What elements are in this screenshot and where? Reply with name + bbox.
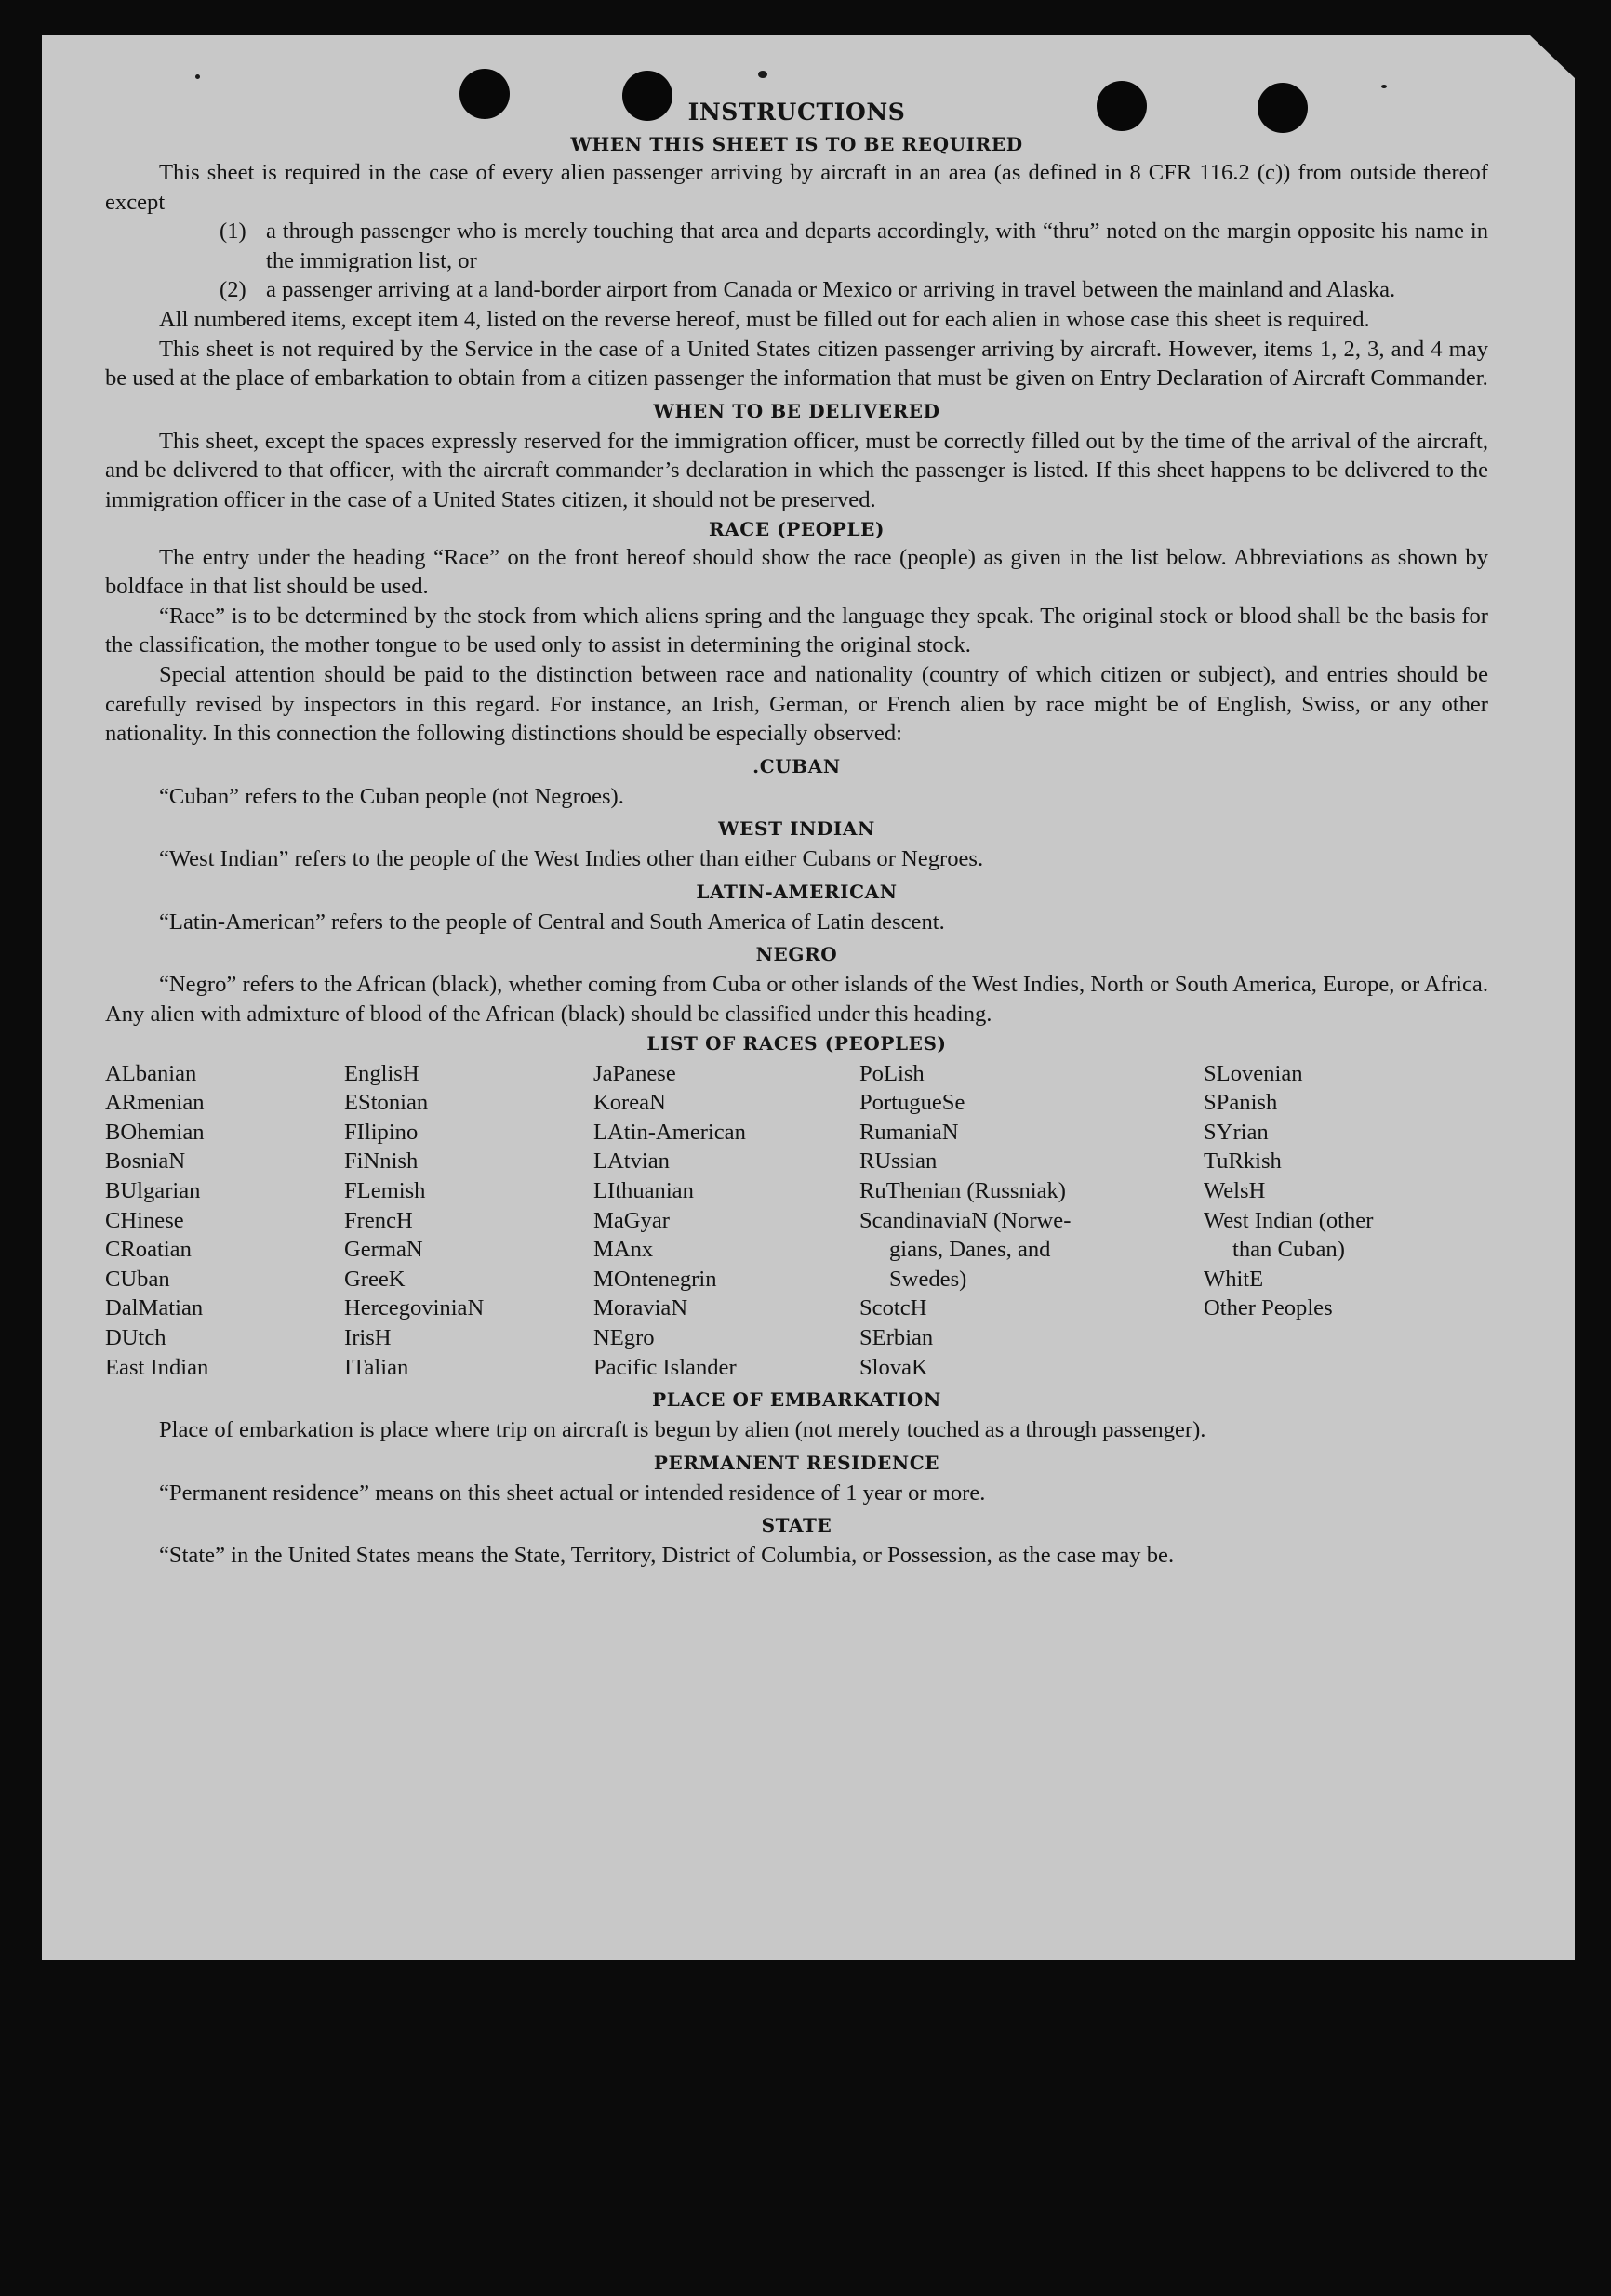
ink-speck — [195, 74, 200, 79]
race-entry: SlovaK — [859, 1354, 928, 1380]
race-entry: FIlipino — [344, 1119, 419, 1145]
race-entry: IrisH — [344, 1325, 392, 1350]
state-text: “State” in the United States means the State, Territory, District of Columbia, or Possession, as the case may be. — [159, 1543, 1175, 1569]
citizen-paragraph: This sheet is not required by the Service in the case of a United States citizen passenger arriving by aircraft. However, items 1, 2, 3, and 4 may be used at the place of embarkation to obtain from a citizen passenger the information that must be given on Entry Declaration of Aircraft Commander. — [105, 336, 1488, 392]
item-text: a through passenger who is merely touching that area and departs accordingly, with “thru” noted on the margin opposite his name in the immigration list, or — [266, 219, 1488, 273]
item-text: a passenger arriving at a land-border airport from Canada or Mexico or arriving in travel between the mainland and Alaska. — [266, 277, 1396, 303]
race-entry: NEgro — [593, 1325, 655, 1350]
race-entry: WhitE — [1204, 1266, 1264, 1292]
race-column-2 — [344, 1059, 593, 1383]
race-entry: DUtch — [105, 1325, 166, 1350]
race-entry: LAtvian — [593, 1148, 670, 1175]
race-entry: RuThenian (Russniak) — [859, 1178, 1066, 1204]
race-column-4 — [859, 1059, 1204, 1383]
race-entry: CUban — [105, 1266, 170, 1292]
item-number: (2) — [220, 277, 246, 303]
race-entry: RumaniaN — [859, 1119, 959, 1145]
race-entry: KoreaN — [593, 1090, 666, 1116]
when-delivered-text: This sheet, except the spaces expressly reserved for the immigration officer, must be correctly filled out by the time of the arrival of the aircraft, and be delivered to that officer, with the aircraft commander’s declaration in which the passenger is listed. If this sheet happens to be delivered to the immigration officer in the case of a United States citizen, it should not be preserved. — [105, 428, 1488, 512]
race-entry: MAnx — [593, 1237, 654, 1263]
race-entry: FrencH — [344, 1207, 413, 1233]
race-entry: ITalian — [344, 1354, 409, 1380]
section-title-when-required: WHEN THIS SHEET IS TO BE REQUIRED — [570, 133, 1023, 155]
race-entry: DalMatian — [105, 1295, 204, 1321]
race-list — [105, 1059, 1488, 1383]
race-entry: RUssian — [859, 1148, 938, 1175]
section-title-race: RACE (PEOPLE) — [708, 517, 885, 540]
section-title-state: STATE — [761, 1514, 832, 1537]
race-entry: MOntenegrin — [593, 1266, 717, 1292]
section-title-residence: PERMANENT RESIDENCE — [653, 1451, 940, 1474]
race-entry: FiNnish — [344, 1148, 419, 1175]
race-entry: GreeK — [344, 1266, 406, 1292]
race-paragraph-1: The entry under the heading “Race” on the front hereof should show the race (people) as given in the list below. Abbreviations as shown by boldface in that list should be used. — [105, 544, 1488, 600]
instructions-content — [105, 97, 1488, 1571]
race-entry: SLovenian — [1204, 1060, 1303, 1086]
race-entry: Other Peoples — [1204, 1295, 1333, 1321]
race-entry-continued: gians, Danes, and — [889, 1237, 1051, 1263]
race-entry: Pacific Islander — [593, 1354, 737, 1380]
race-entry: CHinese — [105, 1207, 184, 1233]
race-column-3 — [593, 1059, 859, 1383]
section-title-cuban: .CUBAN — [752, 754, 841, 777]
race-entry: LAtin-American — [593, 1119, 746, 1145]
item-number: (1) — [220, 219, 246, 245]
exception-item-1 — [105, 217, 1488, 275]
race-entry: LIthuanian — [593, 1178, 694, 1204]
west-indian-text: “West Indian” refers to the people of the West Indies other than either Cubans or Negroes. — [159, 846, 984, 872]
race-entry: WelsH — [1204, 1178, 1266, 1204]
latin-american-text: “Latin-American” refers to the people of Central and South America of Latin descent. — [159, 909, 945, 935]
section-title-latin-american: LATIN-AMERICAN — [696, 880, 898, 903]
race-entry-continued: Swedes) — [889, 1266, 967, 1292]
race-entry: ScotcH — [859, 1295, 927, 1321]
race-entry: CRoatian — [105, 1237, 192, 1263]
race-entry: HercegoviniaN — [344, 1295, 485, 1321]
race-entry: BUlgarian — [105, 1178, 201, 1204]
race-entry: PortugueSe — [859, 1090, 965, 1116]
race-entry: BosniaN — [105, 1148, 186, 1175]
race-entry: ARmenian — [105, 1090, 205, 1116]
when-required-intro: This sheet is required in the case of every alien passenger arriving by aircraft in an area (as defined in 8 CFR 116.2 (c)) from outside thereof except — [105, 160, 1488, 215]
section-title-embarkation: PLACE OF EMBARKATION — [652, 1388, 941, 1412]
ink-speck — [758, 71, 767, 78]
race-paragraph-3: Special attention should be paid to the distinction between race and nationality (country of which citizen or subject), and entries should be carefully revised by inspectors in this regard. For instance, an Irish, German, or French alien by race might be of English, Swiss, or any other nationality. In this connection the following distinctions should be especially observed: — [105, 661, 1488, 747]
exception-item-2 — [105, 275, 1488, 305]
race-column-1 — [105, 1059, 344, 1383]
race-entry: SYrian — [1204, 1119, 1269, 1145]
ink-speck — [1381, 85, 1387, 88]
race-entry: PoLish — [859, 1060, 925, 1086]
section-title-when-delivered: WHEN TO BE DELIVERED — [653, 399, 940, 422]
section-title-west-indian: WEST INDIAN — [718, 817, 875, 841]
numbered-items-paragraph: All numbered items, except item 4, listed on the reverse hereof, must be filled out for each alien in whose case this sheet is required. — [159, 306, 1370, 332]
section-title-list-of-races: LIST OF RACES (PEOPLES) — [646, 1031, 947, 1055]
race-entry: JaPanese — [593, 1060, 676, 1086]
residence-text: “Permanent residence” means on this sheet actual or intended residence of 1 year or more. — [159, 1480, 986, 1506]
race-entry: SErbian — [859, 1325, 934, 1350]
race-entry: EnglisH — [344, 1060, 419, 1086]
race-entry: SPanish — [1204, 1090, 1278, 1116]
race-entry: FLemish — [344, 1178, 426, 1204]
race-entry: West Indian (other — [1204, 1207, 1374, 1233]
race-entry: EStonian — [344, 1090, 429, 1116]
race-paragraph-2: “Race” is to be determined by the stock from which aliens spring and the language they speak. The original stock or blood shall be the basis for the classification, the mother tongue to be used only to assist in determining the original stock. — [105, 603, 1488, 658]
embarkation-text: Place of embarkation is place where trip on aircraft is begun by alien (not merely touched as a through passenger). — [159, 1417, 1206, 1443]
cuban-text: “Cuban” refers to the Cuban people (not Negroes). — [159, 783, 624, 809]
race-entry: ALbanian — [105, 1060, 197, 1086]
race-column-5 — [1204, 1059, 1464, 1383]
race-entry: BOhemian — [105, 1119, 205, 1145]
negro-text: “Negro” refers to the African (black), whether coming from Cuba or other islands of the West Indies, North or South America, Europe, or Africa. Any alien with admixture of blood of the African (black) should be classified under this heading. — [105, 972, 1488, 1028]
race-entry: ScandinaviaN (Norwe- — [859, 1207, 1072, 1233]
race-entry: MoraviaN — [593, 1295, 688, 1321]
page-title: INSTRUCTIONS — [687, 99, 906, 126]
race-entry-continued: than Cuban) — [1232, 1237, 1345, 1263]
section-title-negro: NEGRO — [755, 943, 838, 966]
race-entry: East Indian — [105, 1354, 209, 1380]
race-entry: GermaN — [344, 1237, 423, 1263]
race-entry: MaGyar — [593, 1207, 670, 1233]
race-entry: TuRkish — [1204, 1148, 1282, 1175]
